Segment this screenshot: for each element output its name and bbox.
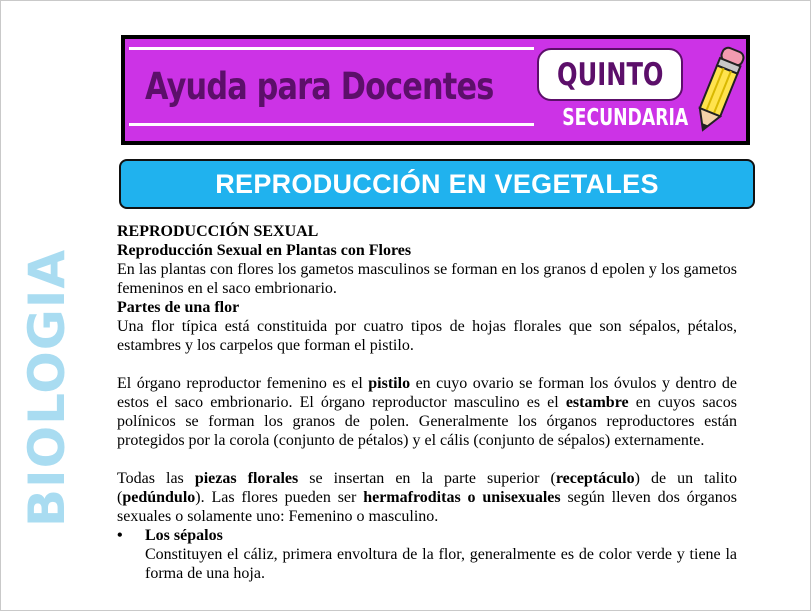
banner-rule-bottom [129,123,534,126]
term-pedundulo: pedúndulo [122,489,196,506]
grade-label: QUINTO [556,56,664,93]
term-hermafroditas: hermafroditas o unisexuales [363,489,561,506]
grade-badge [537,48,683,101]
document-body [117,222,737,583]
bullet-title: Los sépalos [145,527,223,544]
section-title: REPRODUCCIÓN SEXUAL [117,223,319,240]
term-piezas-florales: piezas florales [194,470,299,487]
subsection-title: Reproducción Sexual en Plantas con Flores [117,242,412,259]
bullet-text: Constituyen el cáliz, primera envoltura de la flor, generalmente es de color verde y tiene la forma de una hoja. [145,546,737,582]
intro-paragraph: En las plantas con flores los gametos masculinos se forman en los granos d epolen y los gametos femeninos en el saco embrionario. [117,261,737,297]
term-pistilo: pistilo [368,375,411,392]
pieces-paragraph: Todas las piezas florales se insertan en la parte superior (receptáculo) de un talito (pedúndulo). Las flores pueden ser hermafroditas o unisexuales según lleven dos órganos sexuales o solamente uno: Femenino o masculino. [117,470,738,525]
term-estambre: estambre [565,394,629,411]
banner-rule-top [129,47,534,50]
bullet-marker: • [117,527,123,544]
term-receptaculo: receptáculo [555,470,635,487]
organs-paragraph: El órgano reproductor femenino es el pistilo en cuyo ovario se forman los óvulos y dentro de estos el saco embrionario. El órgano reproductor masculino es el estambre en cuyos sacos polínicos se forman los granos de polen. Generalmente los órganos reproductores están protegidos por la corola (conjunto de pétalos) y el cális (conjunto de sépalos) externamente. [117,375,737,449]
pencil-icon [690,41,746,139]
topic-title-bar [119,159,755,209]
list-item [117,526,737,545]
banner-background [125,39,746,141]
brand-title: Ayuda para Docentes [145,65,494,108]
parts-paragraph: Una flor típica está constituida por cuatro tipos de hojas florales que son sépalos, pétalos, estambres y los carpelos que forman el pistilo. [117,318,737,354]
side-subject-title [18,225,76,551]
topic-title: REPRODUCCIÓN EN VEGETALES [215,168,659,199]
parts-heading: Partes de una flor [117,299,240,316]
level-label: SECUNDARIA [562,105,689,131]
side-subject-label: BIOLOGIA [18,248,76,528]
header-banner [121,35,750,145]
